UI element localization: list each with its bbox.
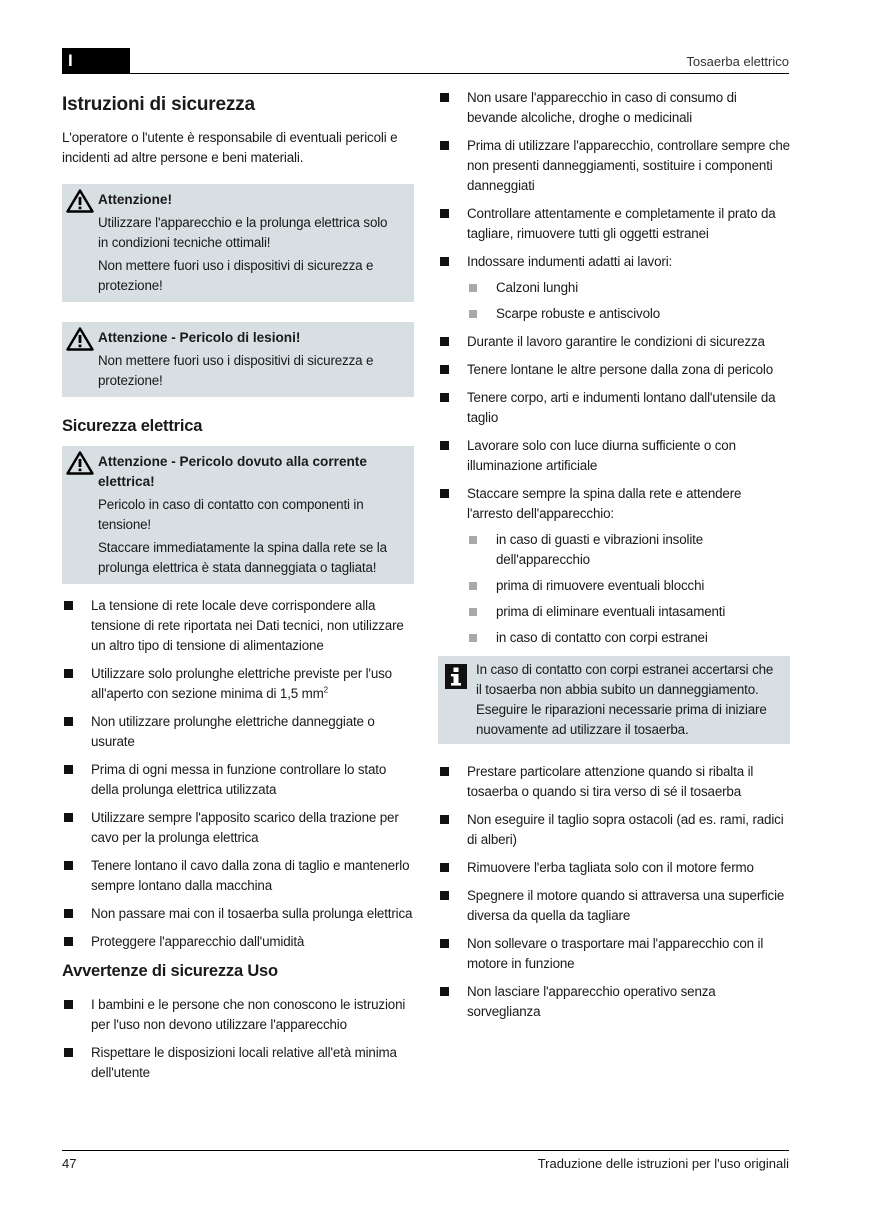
bullet-icon: [64, 909, 73, 918]
list-item: Prima di utilizzare l'apparecchio, controllare sempre che non presenti danneggiamenti, sostituire i componenti danneggiati: [438, 136, 790, 196]
info-text: In caso di contatto con corpi estranei accertarsi che il tosaerba non abbia subito un danneggiamento. Eseguire le riparazioni necessarie prima di iniziare nuovamente ad utilizzare il tosaerba.: [476, 662, 774, 737]
section-title-electrical: Sicurezza elettrica: [62, 417, 203, 435]
page-number: 47: [62, 1156, 77, 1171]
info-icon: [445, 664, 467, 689]
list-item: Durante il lavoro garantire le condizioni di sicurezza: [438, 332, 790, 352]
warning-text: Utilizzare l'apparecchio e la prolunga elettrica solo in condizioni tecniche ottimali!: [98, 215, 388, 250]
bullet-icon: [440, 209, 449, 218]
list-item: Prestare particolare attenzione quando si ribalta il tosaerba o quando si tira verso di sé il tosaerba: [438, 762, 790, 802]
bullet-icon: [440, 141, 449, 150]
warning-icon: [66, 327, 94, 351]
left-column: [62, 90, 414, 1091]
warning-box: [62, 322, 414, 397]
bullet-icon: [440, 891, 449, 900]
warning-text: Non mettere fuori uso i dispositivi di sicurezza e protezione!: [98, 258, 374, 293]
bullet-icon: [440, 489, 449, 498]
warning-title: Attenzione - Pericolo dovuto alla corrente elettrica!: [98, 454, 367, 489]
warning-text: Non mettere fuori uso i dispositivi di sicurezza e protezione!: [98, 353, 374, 388]
bullet-icon: [64, 1000, 73, 1009]
list-item: Rimuovere l'erba tagliata solo con il motore fermo: [438, 858, 790, 878]
footer-title: Traduzione delle istruzioni per l'uso originali: [537, 1156, 789, 1171]
bullet-icon: [440, 939, 449, 948]
sub-list-item: Scarpe robuste e antiscivolo: [467, 304, 790, 324]
list-item: Non lasciare l'apparecchio operativo senza sorveglianza: [438, 982, 790, 1022]
usage-safety-list: [62, 995, 414, 1083]
sub-bullet-icon: [469, 310, 477, 318]
list-item: Non utilizzare prolunghe elettriche danneggiate o usurate: [62, 712, 414, 752]
list-item: Spegnere il motore quando si attraversa una superficie diversa da quella da tagliare: [438, 886, 790, 926]
sub-bullet-icon: [469, 536, 477, 544]
sub-list-item: in caso di guasti e vibrazioni insolite dell'apparecchio: [467, 530, 790, 570]
list-item: I bambini e le persone che non conoscono le istruzioni per l'uso non devono utilizzare l'apparecchio: [62, 995, 414, 1035]
list-item: Non usare l'apparecchio in caso di consumo di bevande alcoliche, droghe o medicinali: [438, 88, 790, 128]
bullet-icon: [440, 93, 449, 102]
bullet-icon: [440, 393, 449, 402]
info-box: [438, 656, 790, 744]
sub-bullet-icon: [469, 634, 477, 642]
bullet-icon: [440, 863, 449, 872]
list-item: Utilizzare solo prolunghe elettriche previste per l'uso all'aperto con sezione minima di 1,5 $mm^2$: [62, 664, 414, 704]
list-item: Non eseguire il taglio sopra ostacoli (ad es. rami, radici di alberi): [438, 810, 790, 850]
bullet-icon: [440, 767, 449, 776]
list-item: Controllare attentamente e completamente il prato da tagliare, rimuovere tutti gli oggetti estranei: [438, 204, 790, 244]
section-title-safety: Istruzioni di sicurezza: [62, 94, 255, 115]
sub-bullet-icon: [469, 284, 477, 292]
list-item: Tenere corpo, arti e indumenti lontano dall'utensile da taglio: [438, 388, 790, 428]
sub-bullet-icon: [469, 582, 477, 590]
section-title-usage: Avvertenze di sicurezza Uso: [62, 962, 278, 980]
right-column: [438, 88, 790, 1030]
bullet-icon: [64, 861, 73, 870]
list-item: Non sollevare o trasportare mai l'apparecchio con il motore in funzione: [438, 934, 790, 974]
bullet-icon: [440, 987, 449, 996]
header-title: Tosaerba elettrico: [686, 54, 789, 69]
warning-icon: [66, 189, 94, 213]
warning-title: Attenzione - Pericolo di lesioni!: [98, 330, 301, 345]
warning-icon: [66, 451, 94, 475]
list-item: Indossare indumenti adatti ai lavori: Calzoni lunghi Scarpe robuste e antiscivolo: [438, 252, 790, 324]
superscript: 2: [323, 685, 328, 695]
sub-bullet-icon: [469, 608, 477, 616]
footer-rule: [62, 1150, 789, 1151]
list-item: Non passare mai con il tosaerba sulla prolunga elettrica: [62, 904, 414, 924]
bullet-icon: [440, 365, 449, 374]
electrical-safety-list: [62, 596, 414, 952]
bullet-icon: [64, 813, 73, 822]
header-rule: [62, 73, 789, 74]
list-item: Proteggere l'apparecchio dall'umidità: [62, 932, 414, 952]
sub-list-item: in caso di contatto con corpi estranei: [467, 628, 790, 648]
warning-box: [62, 184, 414, 302]
bullet-icon: [64, 937, 73, 946]
list-item: Tenere lontano il cavo dalla zona di taglio e mantenerlo sempre lontano dalla macchina: [62, 856, 414, 896]
list-item: Prima di ogni messa in funzione controllare lo stato della prolunga elettrica utilizzata: [62, 760, 414, 800]
sub-list-item: prima di rimuovere eventuali blocchi: [467, 576, 790, 596]
list-item: Tenere lontane le altre persone dalla zona di pericolo: [438, 360, 790, 380]
usage-list-final: [438, 762, 790, 1022]
list-item: Utilizzare sempre l'apposito scarico della trazione per cavo per la prolunga elettrica: [62, 808, 414, 848]
intro-text: L'operatore o l'utente è responsabile di eventuali pericoli e incidenti ad altre persone e beni materiali.: [62, 130, 398, 165]
bullet-icon: [64, 669, 73, 678]
warning-text: Pericolo in caso di contatto con componenti in tensione!: [98, 497, 364, 532]
bullet-icon: [64, 1048, 73, 1057]
sub-list: [467, 278, 790, 324]
list-item: Staccare sempre la spina dalla rete e attendere l'arresto dell'apparecchio: in caso di guasti e vibrazioni insolite dell'apparecchio prima di rimuovere eventuali blocchi prima di eliminare eventuali intasamenti in caso di contatto con corpi estranei: [438, 484, 790, 648]
bullet-icon: [64, 717, 73, 726]
warning-text: Staccare immediatamente la spina dalla rete se la prolunga elettrica è stata danneggiata o tagliata!: [98, 540, 387, 575]
warning-box: [62, 446, 414, 584]
list-item: Rispettare le disposizioni locali relative all'età minima dell'utente: [62, 1043, 414, 1083]
sub-list: [467, 530, 790, 648]
bullet-icon: [440, 441, 449, 450]
list-item: La tensione di rete locale deve corrispondere alla tensione di rete riportata nei Dati tecnici, non utilizzare un altro tipo di tensione di alimentazione: [62, 596, 414, 656]
usage-list-continued: [438, 88, 790, 648]
bullet-icon: [440, 337, 449, 346]
bullet-icon: [64, 765, 73, 774]
sub-list-item: Calzoni lunghi: [467, 278, 790, 298]
warning-title: Attenzione!: [98, 192, 173, 207]
bullet-icon: [440, 257, 449, 266]
bullet-icon: [440, 815, 449, 824]
sub-list-item: prima di eliminare eventuali intasamenti: [467, 602, 790, 622]
bullet-icon: [64, 601, 73, 610]
list-item: Lavorare solo con luce diurna sufficiente o con illuminazione artificiale: [438, 436, 790, 476]
language-tab: I: [62, 48, 130, 74]
